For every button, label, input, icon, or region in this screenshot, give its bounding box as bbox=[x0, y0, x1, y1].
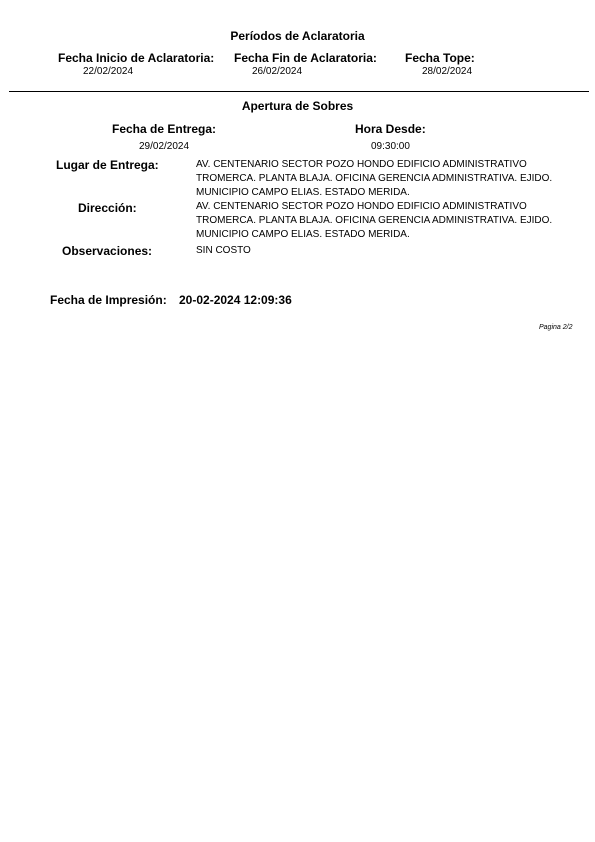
apertura-hora-value: 09:30:00 bbox=[371, 141, 410, 152]
aclaratoria-tope-value: 28/02/2024 bbox=[422, 66, 473, 77]
direccion-value bbox=[196, 200, 586, 242]
aclaratoria-inicio-value: 22/02/2024 bbox=[83, 66, 134, 77]
apertura-entrega-label: Fecha de Entrega: bbox=[112, 122, 217, 136]
lugar-value bbox=[196, 158, 586, 200]
aclaratoria-title: Períodos de Aclaratoria bbox=[230, 29, 365, 43]
apertura-title: Apertura de Sobres bbox=[241, 99, 354, 113]
direccion-line: MUNICIPIO CAMPO ELIAS. ESTADO MERIDA. bbox=[196, 229, 410, 240]
lugar-label: Lugar de Entrega: bbox=[56, 158, 159, 172]
lugar-line: AV. CENTENARIO SECTOR POZO HONDO EDIFICIO ADMINISTRATIVO bbox=[196, 159, 527, 170]
section-divider bbox=[9, 91, 589, 92]
apertura-entrega-value: 29/02/2024 bbox=[139, 141, 190, 152]
impresion-value: 20-02-2024 12:09:36 bbox=[179, 293, 292, 307]
aclaratoria-inicio-label: Fecha Inicio de Aclaratoria: bbox=[58, 51, 215, 65]
direccion-line: AV. CENTENARIO SECTOR POZO HONDO EDIFICIO ADMINISTRATIVO bbox=[196, 201, 527, 212]
observaciones-value: SIN COSTO bbox=[196, 245, 251, 256]
aclaratoria-fin-value: 26/02/2024 bbox=[252, 66, 303, 77]
page-indicator: Pagina 2/2 bbox=[539, 324, 573, 331]
aclaratoria-tope-label: Fecha Tope: bbox=[405, 51, 475, 65]
lugar-line: TROMERCA. PLANTA BLAJA. OFICINA GERENCIA ADMINISTRATIVA. EJIDO. bbox=[196, 173, 553, 184]
aclaratoria-fin-label: Fecha Fin de Aclaratoria: bbox=[234, 51, 377, 65]
observaciones-label: Observaciones: bbox=[62, 244, 153, 258]
lugar-line: MUNICIPIO CAMPO ELIAS. ESTADO MERIDA. bbox=[196, 187, 410, 198]
impresion-label: Fecha de Impresión: bbox=[50, 293, 167, 307]
direccion-line: TROMERCA. PLANTA BLAJA. OFICINA GERENCIA ADMINISTRATIVA. EJIDO. bbox=[196, 215, 553, 226]
direccion-label: Dirección: bbox=[78, 201, 137, 215]
apertura-hora-label: Hora Desde: bbox=[355, 122, 426, 136]
